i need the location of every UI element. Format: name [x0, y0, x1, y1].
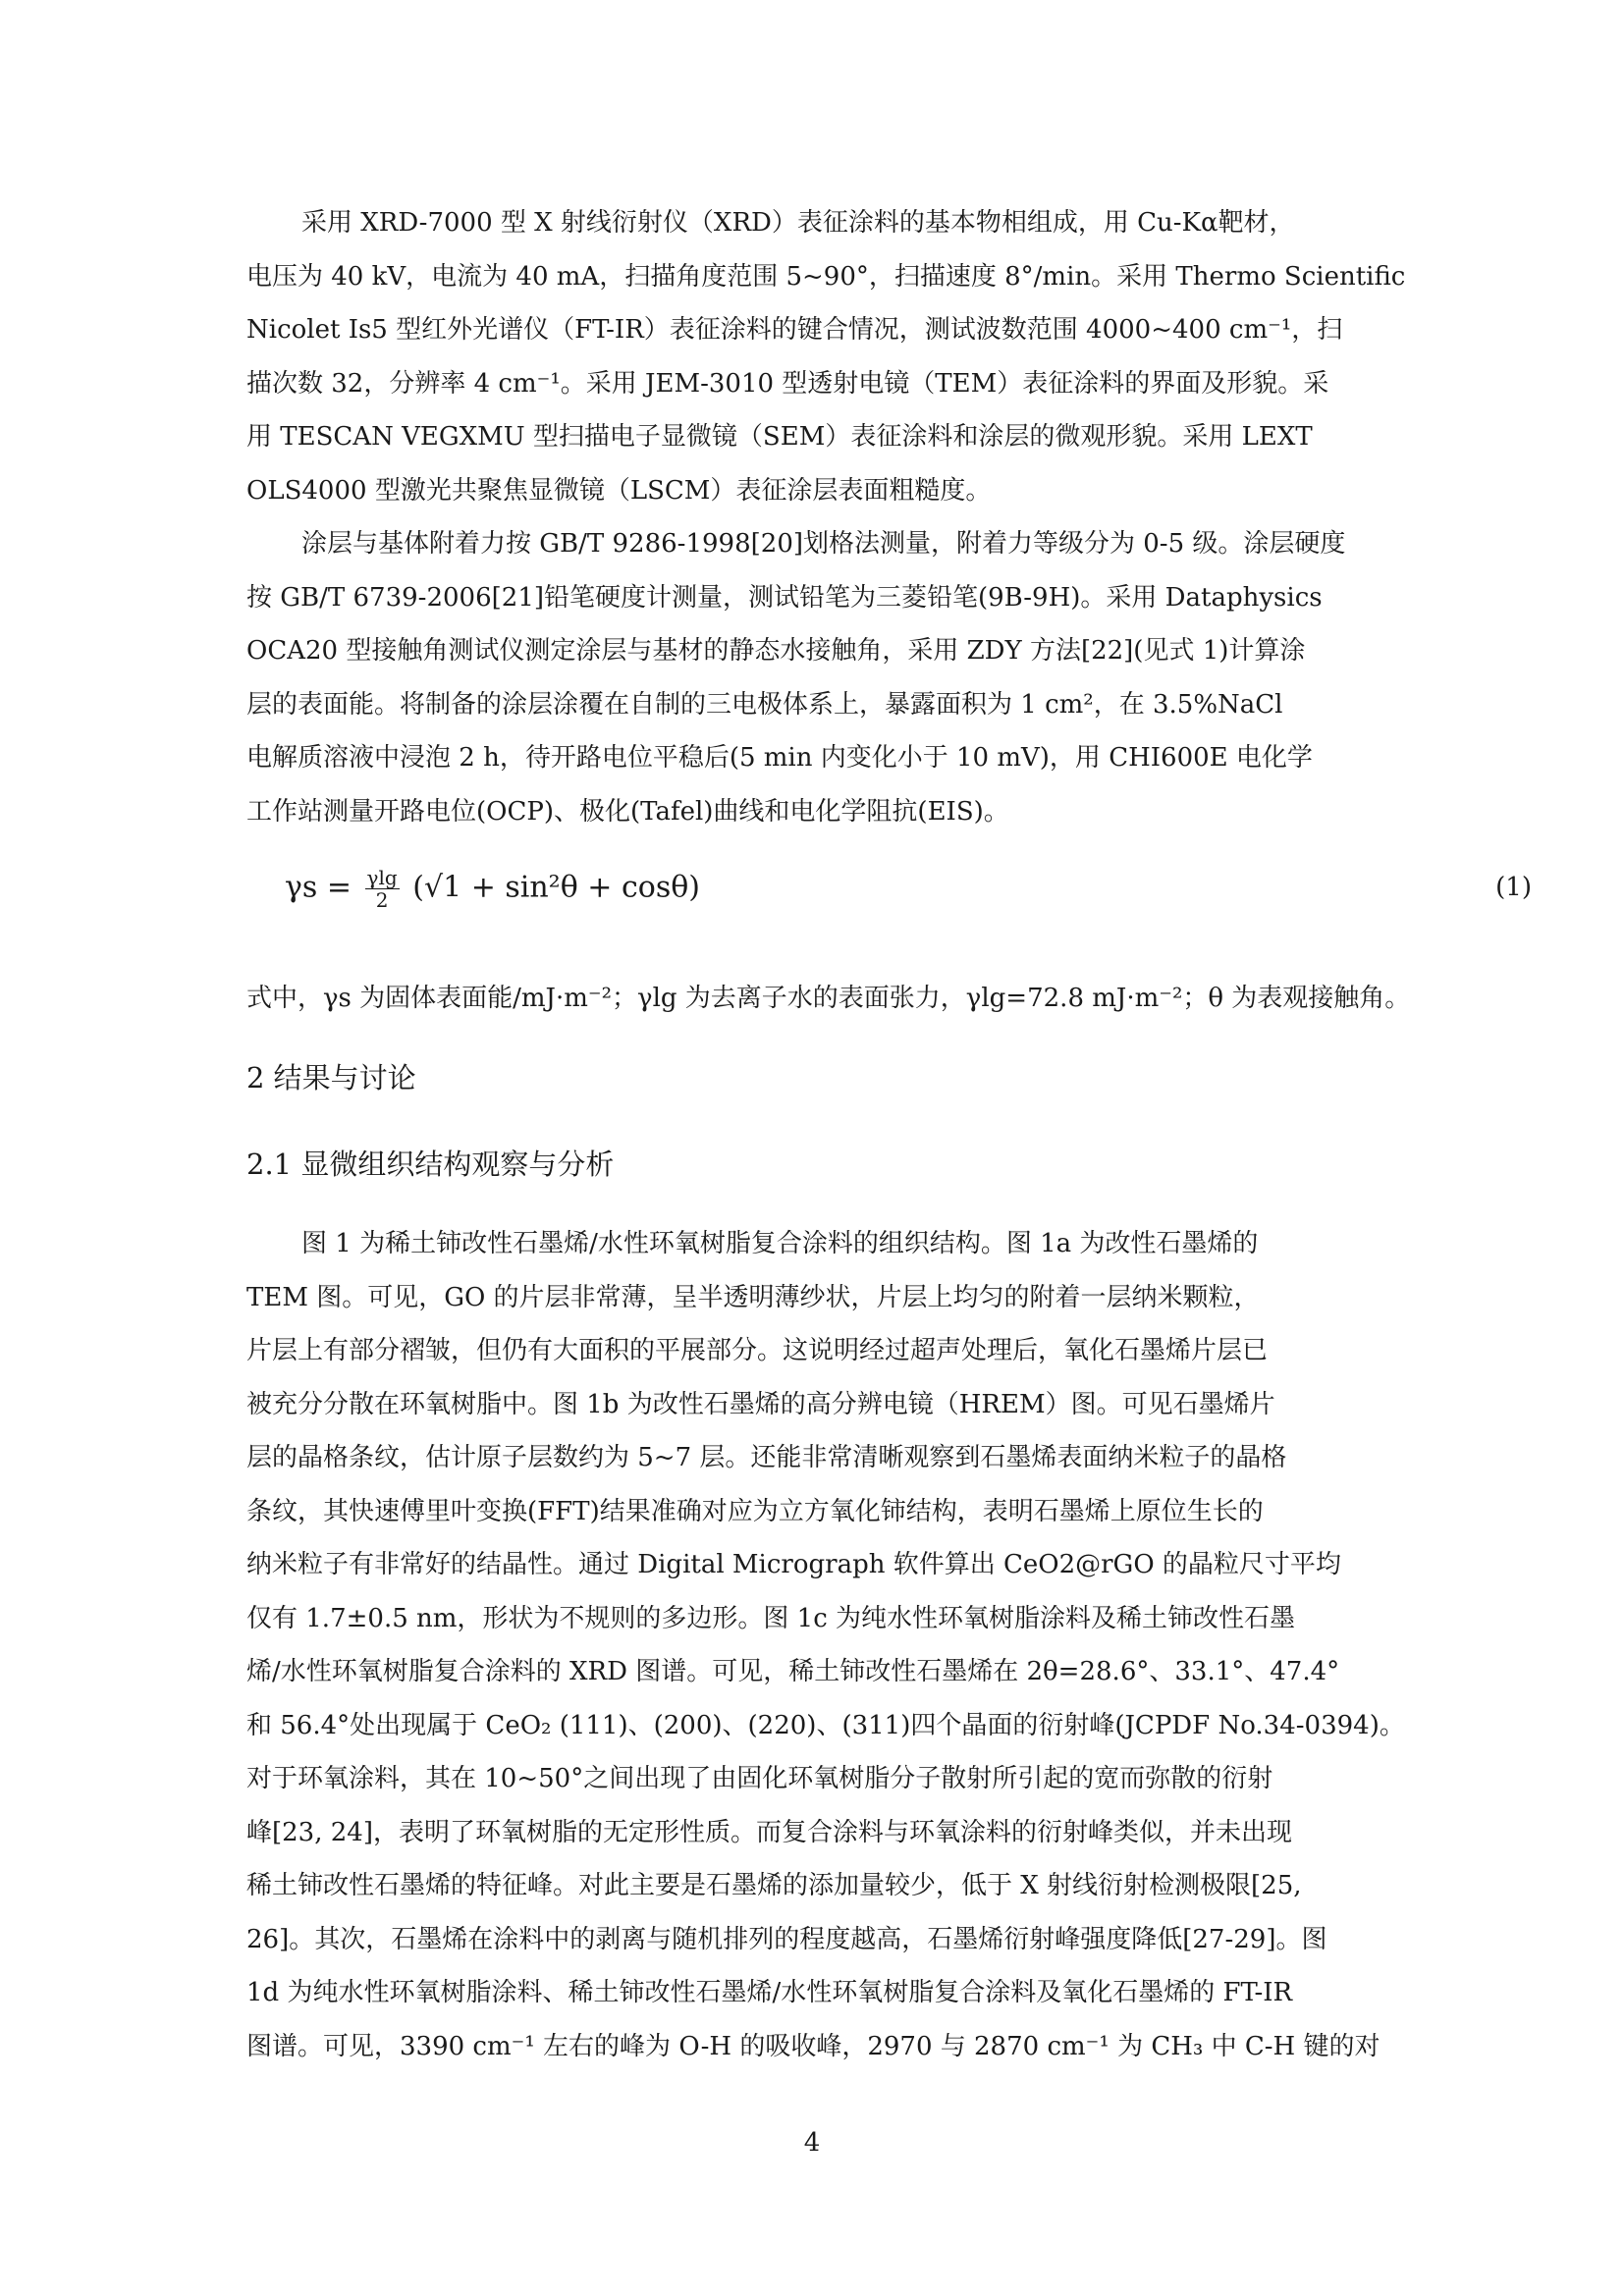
text-line: 工作站测量开路电位(OCP)、极化(Tafel)曲线和电化学阻抗(EIS)。: [246, 796, 1009, 827]
fraction-denominator: 2: [375, 888, 389, 912]
section-heading: 2 结果与讨论: [246, 1061, 416, 1095]
text-line: 涂层与基体附着力按 GB/T 9286-1998[20]划格法测量，附着力等级分为 0-5 级。涂层硬度: [301, 529, 1346, 559]
text-line: 电压为 40 kV，电流为 40 mA，扫描角度范围 5~90°，扫描速度 8°/min。采用 Thermo Scientific: [246, 261, 1406, 292]
text-line: 层的表面能。将制备的涂层涂覆在自制的三电极体系上，暴露面积为 1 cm²，在 3.5%NaCl: [246, 689, 1283, 720]
text-line: 峰[23, 24]，表明了环氧树脂的无定形性质。而复合涂料与环氧涂料的衍射峰类似，并未出现: [246, 1817, 1292, 1847]
text-line: 仅有 1.7±0.5 nm，形状为不规则的多边形。图 1c 为纯水性环氧树脂涂料及稀土铈改性石墨: [246, 1603, 1296, 1633]
text-line: 描次数 32，分辨率 4 cm⁻¹。采用 JEM-3010 型透射电镜（TEM）表征涂料的界面及形貌。采: [246, 368, 1329, 399]
text-line: 用 TESCAN VEGXMU 型扫描电子显微镜（SEM）表征涂料和涂层的微观形貌。采用 LEXT: [246, 422, 1313, 452]
text-line: 层的晶格条纹，估计原子层数约为 5~7 层。还能非常清晰观察到石墨烯表面纳米粒子的晶格: [246, 1443, 1287, 1472]
paragraph-coating-tests: [246, 517, 1385, 838]
text-line: 式中，γs 为固体表面能/mJ·m⁻²；γlg 为去离子水的表面张力，γlg=72.8 mJ·m⁻²；θ 为表观接触角。: [246, 984, 1411, 1013]
subsection-heading: 2.1 显微组织结构观察与分析: [246, 1148, 615, 1181]
text-line: 26]。其次，石墨烯在涂料中的剥离与随机排列的程度越高，石墨烯衍射峰强度降低[27-29]。图: [246, 1924, 1327, 1954]
page-number: 4: [803, 2128, 821, 2158]
fraction-numerator: γlg: [366, 866, 398, 889]
equation-formula: [285, 867, 700, 911]
text-line: 电解质溶液中浸泡 2 h，待开路电位平稳后(5 min 内变化小于 10 mV)，用 CHI600E 电化学: [246, 743, 1313, 773]
equation-1: [285, 859, 1532, 928]
text-line: 纳米粒子有非常好的结晶性。通过 Digital Micrograph 软件算出 CeO2@rGO 的晶粒尺寸平均: [246, 1550, 1341, 1579]
text-line: 被充分分散在环氧树脂中。图 1b 为改性石墨烯的高分辨电镜（HREM）图。可见石墨烯片: [246, 1389, 1275, 1419]
text-line: 和 56.4°处出现属于 CeO₂ (111)、(200)、(220)、(311)四个晶面的衍射峰(JCPDF No.34-0394)。: [246, 1710, 1405, 1740]
text-line: 稀土铈改性石墨烯的特征峰。对此主要是石墨烯的添加量较少，低于 X 射线衍射检测极限[25,: [246, 1871, 1302, 1900]
text-line: 片层上有部分褶皱，但仍有大面积的平展部分。这说明经过超声处理后，氧化石墨烯片层已: [246, 1336, 1269, 1365]
paragraph-results: [246, 1217, 1405, 2073]
equation-number: (1): [1495, 873, 1532, 902]
text-line: 图谱。可见，3390 cm⁻¹ 左右的峰为 O-H 的吸收峰，2970 与 2870 cm⁻¹ 为 CH₃ 中 C-H 键的对: [246, 2031, 1380, 2061]
text-line: 采用 XRD-7000 型 X 射线衍射仪（XRD）表征涂料的基本物相组成，用 Cu-Kα靶材，: [301, 208, 1295, 238]
text-line: 对于环氧涂料，其在 10~50°之间出现了由固化环氧树脂分子散射所引起的宽而弥散的衍射: [246, 1764, 1273, 1793]
text-line: OLS4000 型激光共聚焦显微镜（LSCM）表征涂层表面粗糙度。: [246, 475, 992, 506]
equation-fraction: [365, 867, 400, 911]
text-line: OCA20 型接触角测试仪测定涂层与基材的静态水接触角，采用 ZDY 方法[22](见式 1)计算涂: [246, 636, 1306, 666]
text-line: 条纹，其快速傅里叶变换(FFT)结果准确对应为立方氧化铈结构，表明石墨烯上原位生长的: [246, 1496, 1264, 1526]
paragraph-characterization: [246, 196, 1406, 517]
equation-lhs: γs =: [285, 870, 352, 905]
equation-rhs: (√1 + sin²θ + cosθ): [412, 870, 700, 905]
text-line: 烯/水性环氧树脂复合涂料的 XRD 图谱。可见，稀土铈改性石墨烯在 2θ=28.6°、33.1°、47.4°: [246, 1657, 1340, 1686]
text-line: TEM 图。可见，GO 的片层非常薄，呈半透明薄纱状，片层上均匀的附着一层纳米颗粒，: [246, 1282, 1260, 1312]
text-line: 1d 为纯水性环氧树脂涂料、稀土铈改性石墨烯/水性环氧树脂复合涂料及氧化石墨烯的 FT-IR: [246, 1978, 1293, 2007]
text-line: Nicolet Is5 型红外光谱仪（FT-IR）表征涂料的键合情况，测试波数范围 4000~400 cm⁻¹，扫: [246, 315, 1343, 345]
paragraph-equation-note: [246, 972, 1411, 1026]
text-line: 按 GB/T 6739-2006[21]铅笔硬度计测量，测试铅笔为三菱铅笔(9B-9H)。采用 Dataphysics: [246, 582, 1323, 613]
text-line: 图 1 为稀土铈改性石墨烯/水性环氧树脂复合涂料的组织结构。图 1a 为改性石墨烯的: [301, 1229, 1259, 1258]
